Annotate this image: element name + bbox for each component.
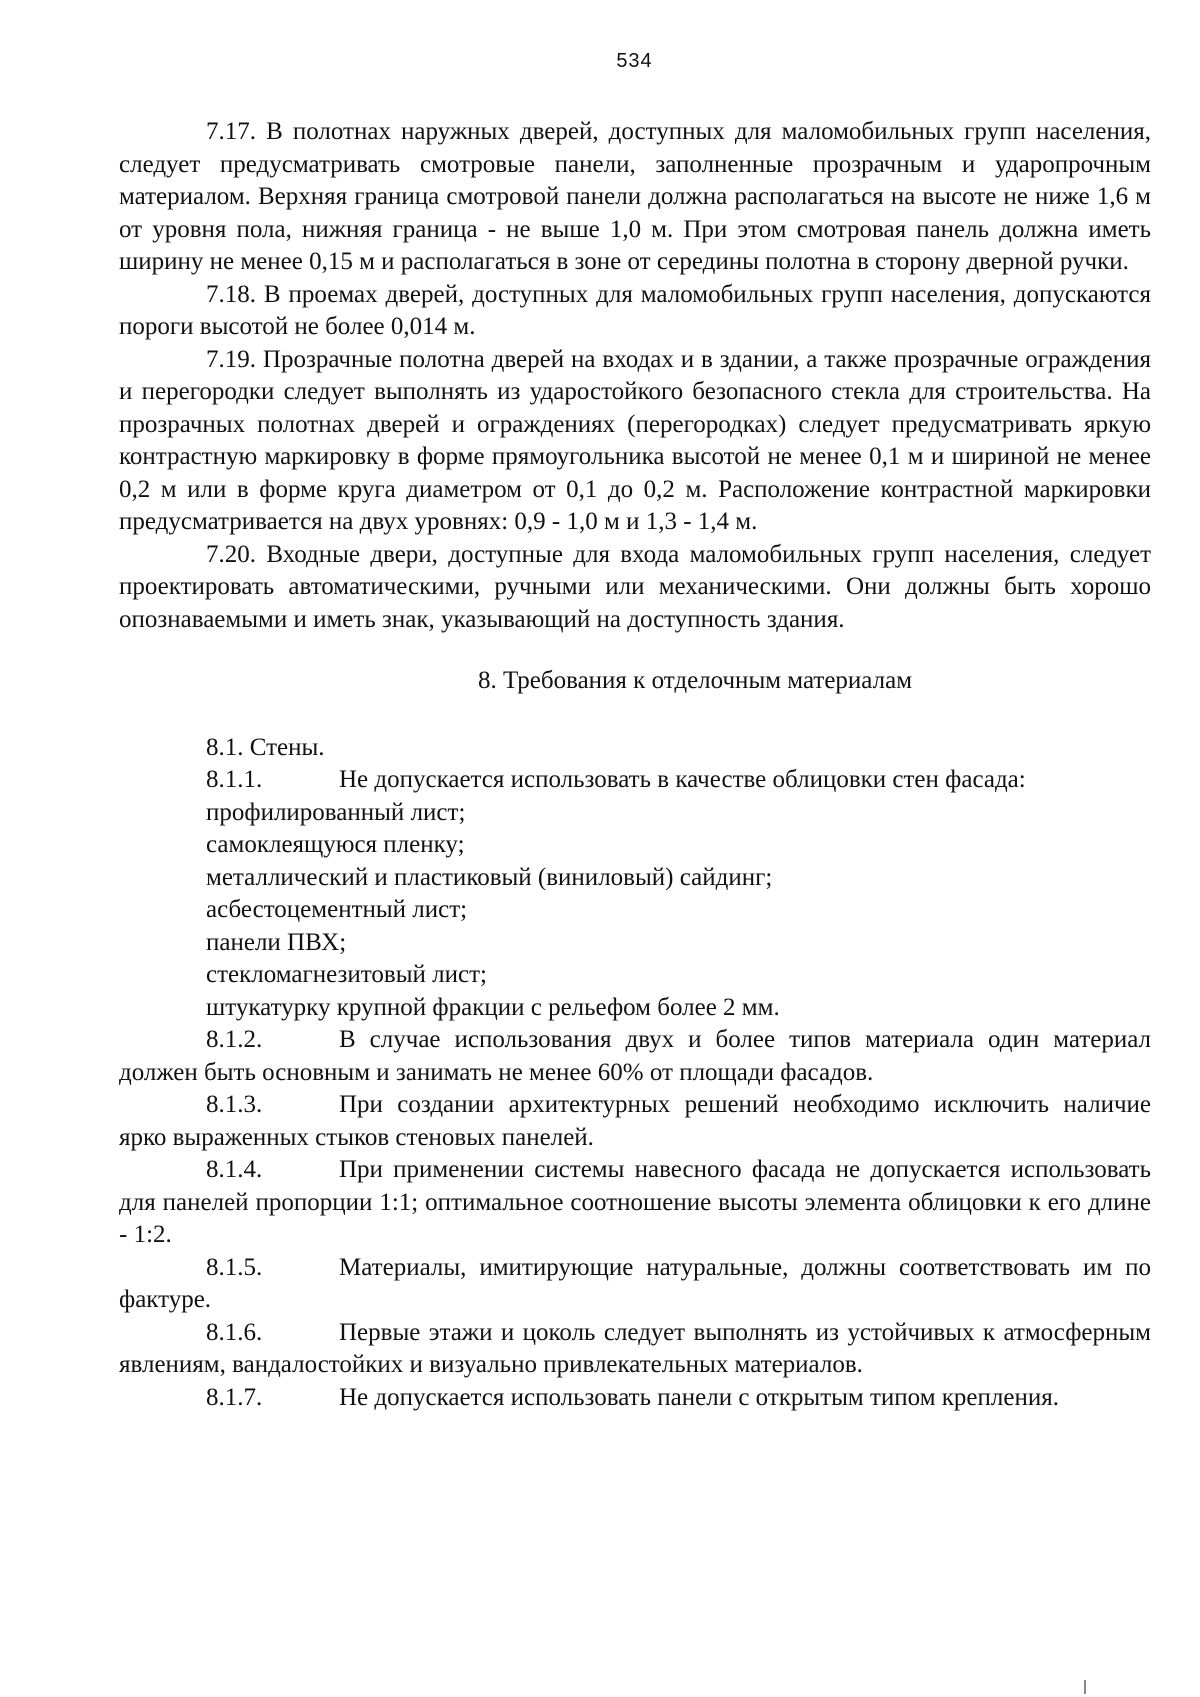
section-heading-8: 8. Требования к отделочным материалам <box>477 667 913 694</box>
list-item: штукатурку крупной фракции с рельефом более 2 мм. <box>206 993 780 1021</box>
item-number: 8.1.1. <box>206 766 263 793</box>
item-number: 8.1.4. <box>206 1156 263 1183</box>
item-number: 8.1.6. <box>206 1318 263 1346</box>
paragraph-7-18: 7.18. В проемах дверей, доступных для маломобильных групп населения, допускаются пороги высотой не более 0,014 м. <box>119 280 1151 340</box>
list-item: профилированный лист; <box>206 798 466 826</box>
item-8-1: 8.1. Стены. <box>206 733 325 761</box>
page-number: 534 <box>616 50 653 72</box>
item-8-1-7 <box>119 1382 1151 1415</box>
list-item: металлический и пластиковый (виниловый) сайдинг; <box>206 863 773 891</box>
paragraph-7-20: 7.20. Входные двери, доступные для входа маломобильных групп населения, следует проектировать автоматическими, ручными или механическими. Они должны быть хорошо опознаваемыми и иметь знак, указывающий на доступность здания. <box>119 540 1151 633</box>
item-text: Материалы, имитирующие натуральные, должны соответствовать им по фактуре. <box>119 1253 1151 1313</box>
item-text: В случае использования двух и более типов материала один материал должен быть основным и занимать не менее 60% от площади фасадов. <box>119 1026 1151 1086</box>
list-item: стекломагнезитовый лист; <box>206 961 487 988</box>
item-8-1-2 <box>119 1024 1151 1089</box>
item-number: 8.1.5. <box>206 1253 263 1281</box>
item-8-1-1 <box>119 764 1151 797</box>
item-text: Первые этажи и цоколь следует выполнять из устойчивых к атмосферным явлениям, вандалостойких и визуально привлекательных материалов. <box>119 1318 1151 1378</box>
item-number: 8.1.2. <box>206 1026 263 1053</box>
item-number: 8.1.7. <box>206 1383 263 1411</box>
scan-mark <box>1084 1680 1086 1694</box>
list-item: панели ПВХ; <box>206 928 347 956</box>
item-8-1-3 <box>119 1089 1151 1154</box>
document-body <box>119 116 1151 1414</box>
list-item: самоклеящуюся пленку; <box>206 831 465 858</box>
item-text: При применении системы навесного фасада не допускается использовать для панелей пропорции 1:1; оптимальное соотношение высоты элемента облицовки к его длине - 1:2. <box>119 1156 1151 1248</box>
item-8-1-6 <box>119 1317 1151 1382</box>
item-number: 8.1.3. <box>206 1091 263 1118</box>
item-8-1-5 <box>119 1252 1151 1317</box>
item-text: Не допускается использовать панели с открытым типом крепления. <box>339 1383 1059 1411</box>
item-text: Не допускается использовать в качестве облицовки стен фасада: <box>339 766 1026 793</box>
paragraph-7-17: 7.17. В полотнах наружных дверей, доступных для маломобильных групп населения, следует предусматривать смотровые панели, заполненные прозрачным и ударопрочным материалом. Верхняя граница смотровой панели должна располагаться на высоте не ниже 1,6 м от уровня пола, нижняя граница - не выше 1,0 м. При этом смотровая панель должна иметь ширину не менее 0,15 м и располагаться в зоне от середины полотна в сторону дверной ручки. <box>119 118 1151 275</box>
item-8-1-4 <box>119 1154 1151 1252</box>
item-text: При создании архитектурных решений необходимо исключить наличие ярко выраженных стыков стеновых панелей. <box>119 1091 1151 1151</box>
paragraph-7-19: 7.19. Прозрачные полотна дверей на входах и в здании, а также прозрачные ограждения и перегородки следует выполнять из ударостойкого безопасного стекла для строительства. На прозрачных полотнах дверей и ограждениях (перегородках) следует предусматривать яркую контрастную маркировку в форме прямоугольника высотой не менее 0,1 м и шириной не менее 0,2 м или в форме круга диаметром от 0,1 до 0,2 м. Расположение контрастной маркировки предусматривается на двух уровнях: 0,9 - 1,0 м и 1,3 - 1,4 м. <box>119 345 1151 535</box>
list-item: асбестоцементный лист; <box>206 896 468 923</box>
